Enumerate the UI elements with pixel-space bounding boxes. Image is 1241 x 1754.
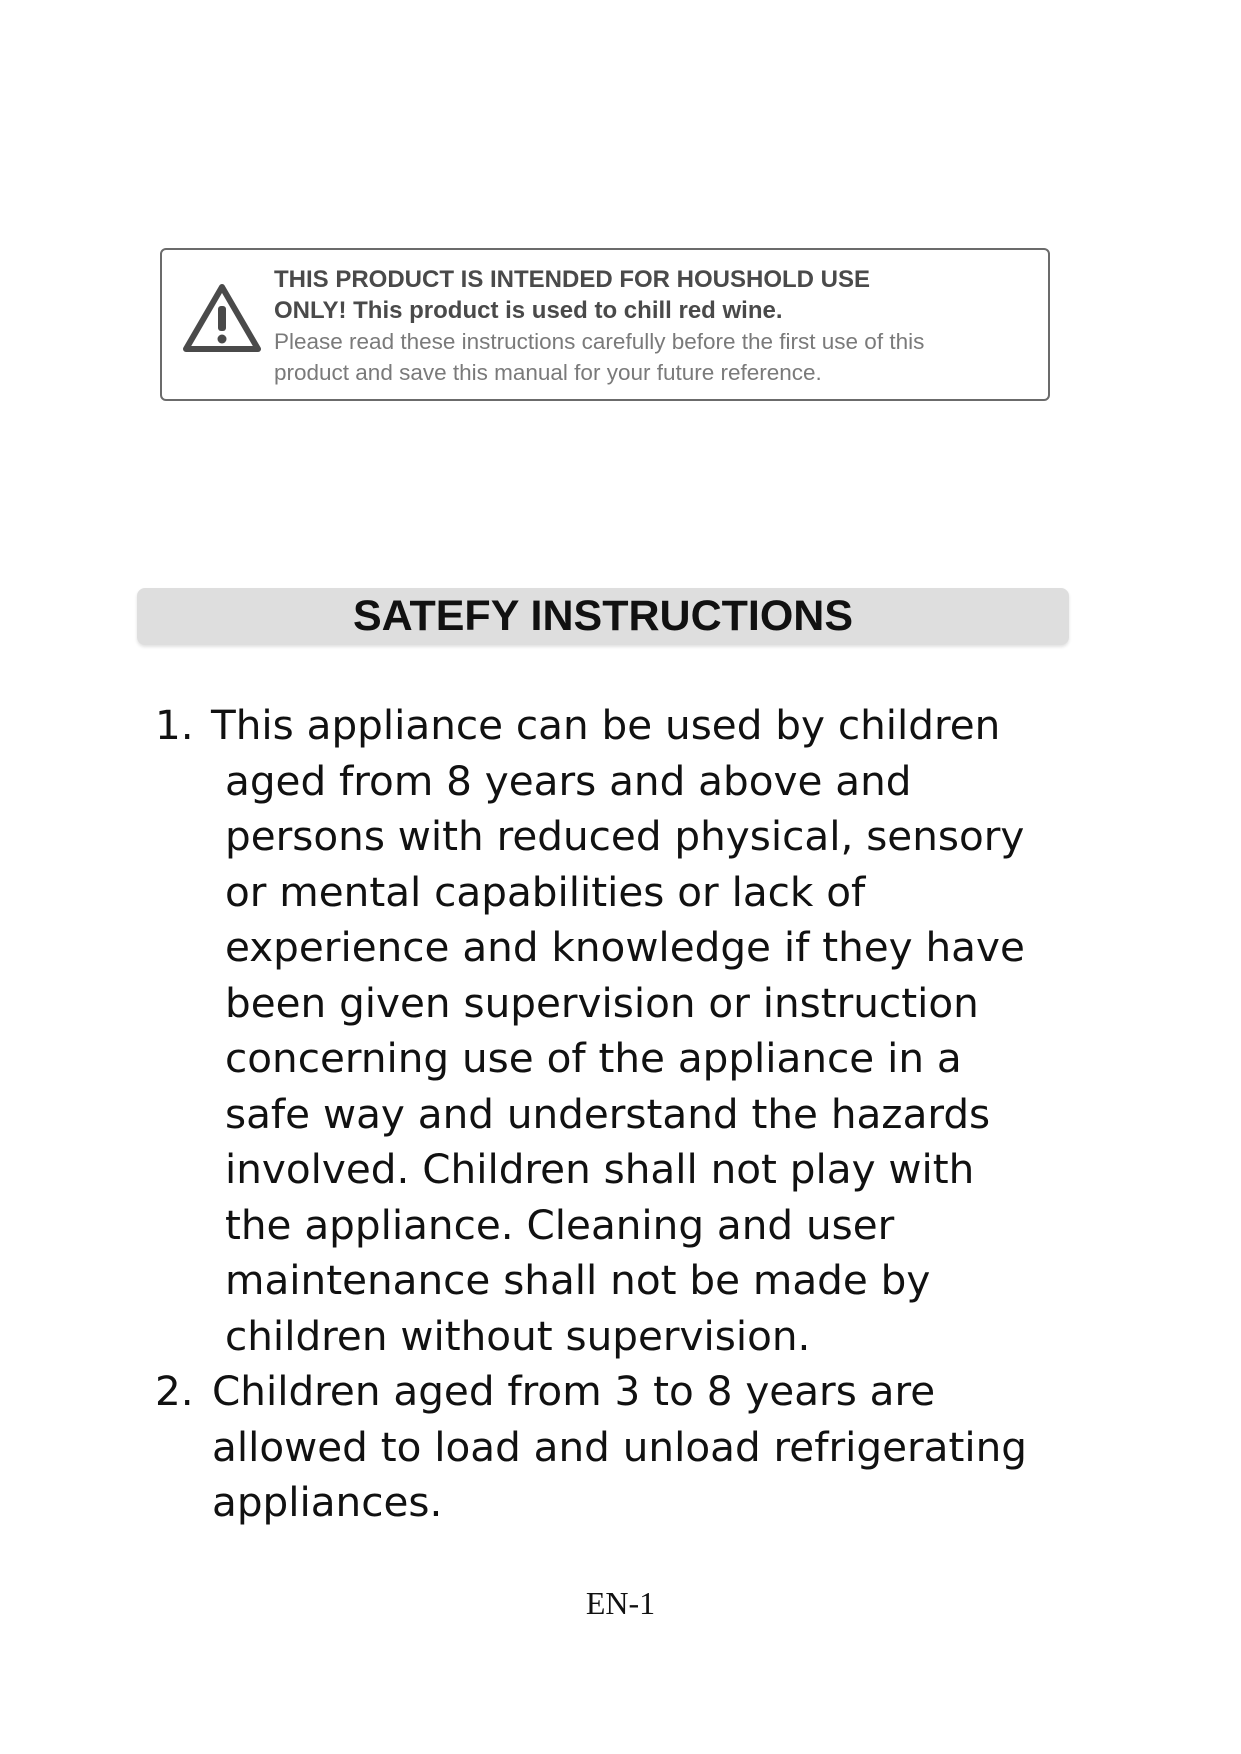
instruction-line: involved. Children shall not play with [225,1145,975,1193]
instruction-line: appliances. [212,1478,443,1526]
instruction-line: This appliance can be used by children [211,701,1001,749]
instruction-number: 2. [155,1367,194,1415]
instruction-line: been given supervision or instruction [225,978,979,1027]
instruction-item-1 [155,698,1085,1364]
instruction-line: concerning use of the appliance in a [225,1034,962,1082]
instruction-number: 1. [155,701,194,749]
safety-instructions-list [155,698,1085,1531]
instruction-line: aged from 8 years and above and [225,756,912,805]
page-number: EN-1 [585,1585,656,1621]
instruction-line: children without supervision. [225,1311,811,1360]
notice-line-1: THIS PRODUCT IS INTENDED FOR HOUSHOLD USE [274,266,871,293]
instruction-line: allowed to load and unload refrigerating [212,1422,1027,1471]
household-use-notice [160,248,1050,401]
instruction-line: persons with reduced physical, sensory [225,812,1025,860]
warning-triangle-icon [182,282,262,354]
section-title: SATEFY INSTRUCTIONS [137,588,1069,645]
instruction-line: the appliance. Cleaning and user [225,1200,895,1249]
notice-line-2: ONLY! This product is used to chill red wine. [274,297,783,324]
notice-line-4: product and save this manual for your future reference. [274,360,822,385]
instruction-line: experience and knowledge if they have [225,923,1025,971]
instruction-line: or mental capabilities or lack of [225,867,866,916]
notice-line-3: Please read these instructions carefully before the first use of this [274,329,925,354]
instruction-line: Children aged from 3 to 8 years are [212,1367,936,1415]
notice-text [274,264,1034,388]
instruction-item-2 [155,1364,1085,1531]
instruction-line: safe way and understand the hazards [225,1089,991,1138]
instruction-line: maintenance shall not be made by [225,1256,931,1304]
